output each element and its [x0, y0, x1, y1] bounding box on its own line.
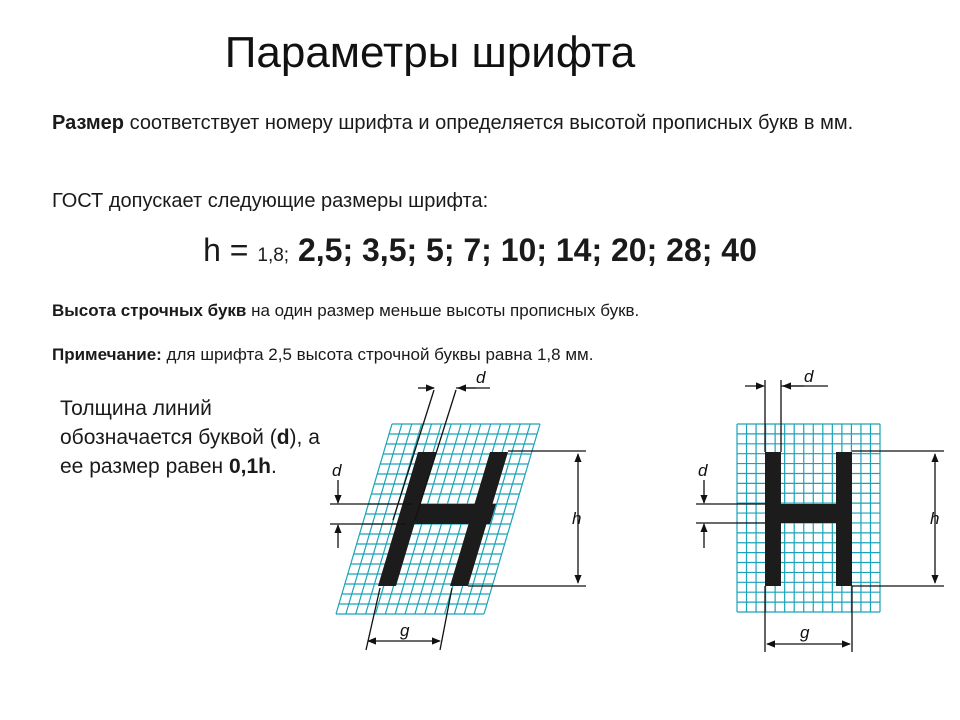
- lowercase-term: Высота строчных букв: [52, 301, 247, 320]
- page-title: Параметры шрифта: [224, 28, 636, 77]
- side-part2: ), а ее размер равен: [60, 426, 320, 478]
- formula-small-size: 1,8;: [257, 245, 290, 266]
- size-term: Размер: [52, 112, 125, 134]
- upright-label-d-top: d: [804, 367, 814, 386]
- upright-label-h: h: [930, 509, 940, 528]
- slanted-label-d-left: d: [332, 461, 342, 480]
- side-value: 0,1h: [228, 455, 271, 478]
- gost-paragraph: ГОСТ допускает следующие размеры шрифта:: [52, 190, 489, 212]
- upright-label-g: g: [800, 623, 810, 642]
- note-term: Примечание:: [52, 345, 162, 364]
- upright-h-letter: [765, 452, 852, 586]
- note-text: для шрифта 2,5 высота строчной буквы равна 1,8 мм.: [161, 345, 594, 364]
- upright-letter-diagram: [696, 367, 944, 652]
- formula-sizes: 2,5; 3,5; 5; 7; 10; 14; 20; 28; 40: [289, 232, 757, 268]
- upright-label-d-left: d: [698, 461, 708, 480]
- lowercase-text: на один размер меньше высоты прописных букв.: [246, 301, 640, 320]
- slanted-label-d-top: d: [476, 368, 486, 387]
- formula-prefix: h =: [203, 232, 258, 268]
- slanted-label-h: h: [572, 509, 582, 528]
- side-d: d: [276, 426, 290, 449]
- side-end: .: [271, 455, 277, 478]
- size-text: соответствует номеру шрифта и определяется высотой прописных букв в мм.: [124, 112, 854, 134]
- slanted-label-g: g: [400, 621, 410, 640]
- side-part1: Толщина линий обозначается буквой (: [60, 397, 277, 449]
- slanted-letter-diagram: [330, 368, 586, 650]
